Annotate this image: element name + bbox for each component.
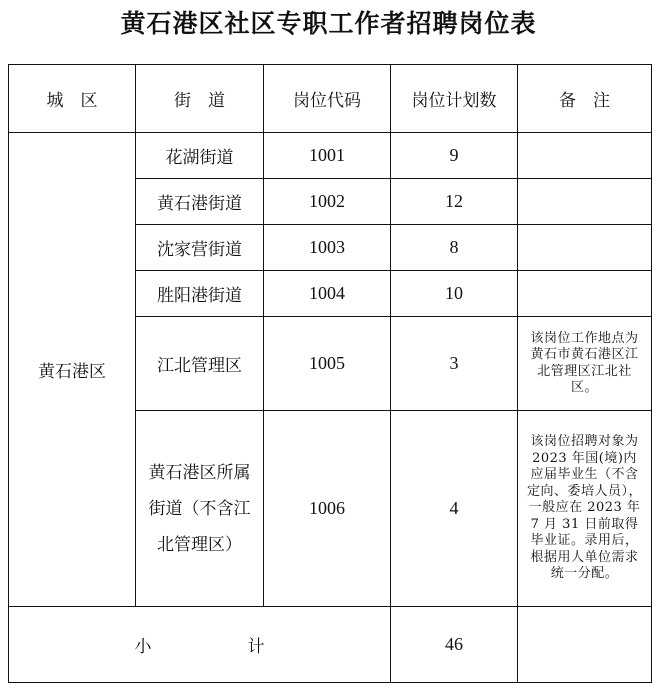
note-cell <box>518 179 652 225</box>
count-cell: 8 <box>391 225 518 271</box>
street-cell: 黄石港区所属街道（不含江北管理区） <box>136 411 264 607</box>
count-cell: 4 <box>391 411 518 607</box>
code-cell: 1001 <box>264 133 391 179</box>
street-cell: 黄石港街道 <box>136 179 264 225</box>
count-cell: 9 <box>391 133 518 179</box>
code-cell: 1005 <box>264 317 391 411</box>
header-street: 街 道 <box>136 65 264 133</box>
table-header-row <box>9 65 652 133</box>
subtotal-count: 46 <box>391 607 518 683</box>
note-cell: 该岗位工作地点为黄石市黄石港区江北管理区江北社区。 <box>518 317 652 411</box>
header-count: 岗位计划数 <box>391 65 518 133</box>
header-district: 城 区 <box>9 65 136 133</box>
note-cell <box>518 271 652 317</box>
street-cell: 沈家营街道 <box>136 225 264 271</box>
page-title: 黄石港区社区专职工作者招聘岗位表 <box>120 9 537 38</box>
code-cell: 1004 <box>264 271 391 317</box>
street-cell: 江北管理区 <box>136 317 264 411</box>
code-cell: 1006 <box>264 411 391 607</box>
district-cell: 黄石港区 <box>9 133 136 607</box>
header-note: 备 注 <box>518 65 652 133</box>
note-cell: 该岗位招聘对象为 2023 年国(境)内应届毕业生（不含定向、委培人员），一般应在 2023 年 7 月 31 日前取得毕业证。录用后，根据用人单位需求统一分配。 <box>518 411 652 607</box>
count-cell: 12 <box>391 179 518 225</box>
positions-table <box>8 64 652 683</box>
table-row <box>9 133 652 179</box>
header-code: 岗位代码 <box>264 65 391 133</box>
street-cell: 胜阳港街道 <box>136 271 264 317</box>
subtotal-label-a: 小 <box>134 637 152 657</box>
count-cell: 3 <box>391 317 518 411</box>
note-cell <box>518 133 652 179</box>
subtotal-label <box>9 607 391 683</box>
note-cell <box>518 225 652 271</box>
subtotal-note <box>518 607 652 683</box>
subtotal-label-b: 计 <box>247 637 265 657</box>
code-cell: 1002 <box>264 179 391 225</box>
code-cell: 1003 <box>264 225 391 271</box>
count-cell: 10 <box>391 271 518 317</box>
subtotal-row <box>9 607 652 683</box>
street-cell: 花湖街道 <box>136 133 264 179</box>
